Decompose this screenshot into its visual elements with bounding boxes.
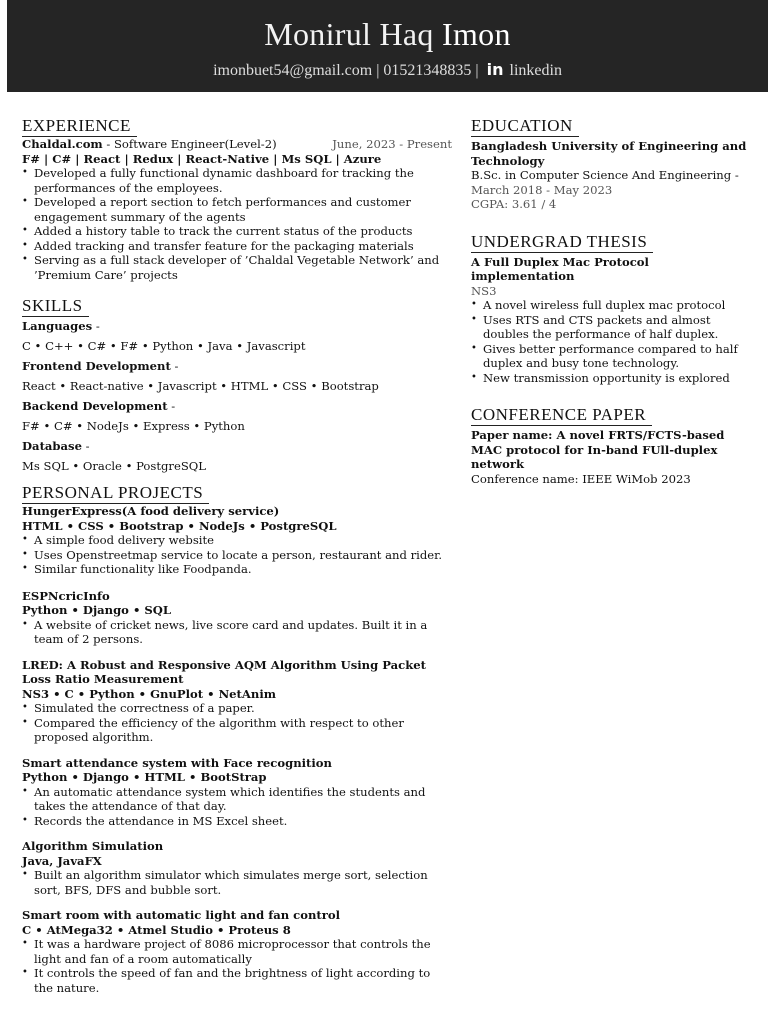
section-title-thesis: UNDERGRAD THESIS <box>471 232 653 253</box>
skill-group <box>22 399 452 433</box>
thesis-bullets <box>471 298 756 385</box>
contact-line <box>7 60 768 80</box>
list-item: • Compared the efficiency of the algorithm with respect to other proposed algorithm. <box>22 716 452 745</box>
separator: | <box>471 62 483 79</box>
resume-header <box>7 0 768 92</box>
skill-category-suffix: - <box>92 319 100 333</box>
candidate-name <box>7 16 768 53</box>
degree: B.Sc. in Computer Science And Engineering - <box>471 168 739 182</box>
list-item: • A simple food delivery website <box>22 533 452 548</box>
list-item: • Similar functionality like Foodpanda. <box>22 562 452 577</box>
list-item: • A novel wireless full duplex mac protocol <box>471 298 756 313</box>
job-dates: June, 2023 - Present <box>332 137 452 151</box>
cgpa: CGPA: 3.61 / 4 <box>471 197 557 211</box>
project-stack: HTML • CSS • Bootstrap • NodeJs • PostgreSQL <box>22 518 337 533</box>
skill-category: Frontend Development <box>22 359 171 373</box>
job-role: - Software Engineer(Level-2) <box>102 137 277 151</box>
projects-section <box>22 483 452 995</box>
project-stack: C • AtMega32 • Atmel Studio • Proteus 8 <box>22 922 291 937</box>
project-name: HungerExpress(A food delivery service) <box>22 504 280 518</box>
skill-group <box>22 319 452 353</box>
section-title-education: EDUCATION <box>471 116 579 137</box>
list-item: • Simulated the correctness of a paper. <box>22 701 452 716</box>
left-column <box>22 116 452 1009</box>
right-column <box>471 116 756 500</box>
linkedin-link[interactable]: linkedin <box>509 62 562 79</box>
list-item: • Uses RTS and CTS packets and almost doubles the performance of half duplex. <box>471 313 756 342</box>
job-header <box>22 137 452 152</box>
project-name: ESPNcricInfo <box>22 588 110 603</box>
section-title-conference: CONFERENCE PAPER <box>471 405 652 426</box>
list-item: • Added tracking and transfer feature for the packaging materials <box>22 239 452 254</box>
list-item: • Developed a fully functional dynamic dashboard for tracking the performances of the employees. <box>22 166 452 195</box>
conference-section <box>471 405 756 486</box>
project-name: Smart room with automatic light and fan control <box>22 908 341 922</box>
thesis-tool: NS3 <box>471 283 497 298</box>
list-item: • Records the attendance in MS Excel sheet. <box>22 814 452 829</box>
section-title-skills: SKILLS <box>22 296 89 317</box>
list-item: • A website of cricket news, live score card and updates. Built it in a team of 2 persons. <box>22 618 452 647</box>
project-bullets <box>22 868 452 897</box>
job-bullets <box>22 166 452 282</box>
separator: | <box>372 62 384 79</box>
skill-category: Languages <box>22 319 93 333</box>
project-bullets <box>22 701 452 745</box>
skill-items: C • C++ • C# • F# • Python • Java • Javascript <box>22 338 306 353</box>
skill-category-suffix: - <box>170 359 179 373</box>
thesis-section <box>471 232 756 386</box>
conference-name: Conference name: IEEE WiMob 2023 <box>471 471 691 486</box>
project-stack: Python • Django • HTML • BootStrap <box>22 770 267 784</box>
project-item <box>22 756 452 829</box>
experience-section <box>22 116 452 282</box>
education-section <box>471 116 756 212</box>
project-bullets <box>22 618 452 647</box>
section-title-projects: PERSONAL PROJECTS <box>22 483 209 504</box>
skill-items: Ms SQL • Oracle • PostgreSQL <box>22 458 206 473</box>
skill-group <box>22 439 452 473</box>
project-bullets <box>22 533 452 577</box>
education-dates: March 2018 - May 2023 <box>471 182 613 197</box>
skill-category: Backend Development <box>22 399 168 413</box>
list-item: • Added a history table to track the current status of the products <box>22 224 452 239</box>
project-item <box>22 658 452 745</box>
paper-name: Paper name: A novel FRTS/FCTS-based MAC protocol for In-band FUll-duplex network <box>471 428 725 471</box>
project-bullets <box>22 937 452 995</box>
project-item <box>22 589 452 647</box>
phone-number: 01521348835 <box>383 62 472 79</box>
section-title-experience: EXPERIENCE <box>22 116 137 137</box>
project-stack: Python • Django • SQL <box>22 603 172 617</box>
skills-section <box>22 296 452 473</box>
project-bullets <box>22 785 452 829</box>
skill-items: F# • C# • NodeJs • Express • Python <box>22 418 245 433</box>
project-name: Smart attendance system with Face recognition <box>22 755 332 770</box>
list-item: • It was a hardware project of 8086 microprocessor that controls the light and fan of a room automatically <box>22 937 452 966</box>
project-item <box>22 908 452 995</box>
company-name: Chaldal.com <box>22 137 103 151</box>
skill-category-suffix: - <box>167 399 176 413</box>
skill-group <box>22 359 452 393</box>
project-name: LRED: A Robust and Responsive AQM Algorithm Using Packet Loss Ratio Measurement <box>22 657 426 686</box>
list-item: • Built an algorithm simulator which simulates merge sort, selection sort, BFS, DFS and bubble sort. <box>22 868 452 897</box>
skill-items: React • React-native • Javascript • HTML • CSS • Bootstrap <box>22 378 379 393</box>
project-item <box>22 839 452 897</box>
candidate-last-name: Imon <box>442 16 511 52</box>
project-stack: NS3 • C • Python • GnuPlot • NetAnim <box>22 686 276 701</box>
project-item <box>22 504 452 577</box>
list-item: • New transmission opportunity is explored <box>471 371 756 386</box>
project-stack: Java, JavaFX <box>22 853 102 868</box>
list-item: • Serving as a full stack developer of ’Chaldal Vegetable Network’ and ’Premium Care’ projects <box>22 253 452 282</box>
thesis-name: A Full Duplex Mac Protocol implementation <box>471 254 649 283</box>
list-item: • Gives better performance compared to half duplex and busy tone technology. <box>471 342 756 371</box>
list-item: • It controls the speed of fan and the brightness of light according to the nature. <box>22 966 452 995</box>
list-item: • Developed a report section to fetch performances and customer engagement summary of the agents <box>22 195 452 224</box>
email-link[interactable]: imonbuet54@gmail.com <box>213 62 373 79</box>
skill-category: Database <box>22 439 82 453</box>
project-name: Algorithm Simulation <box>22 839 164 853</box>
list-item: • Uses Openstreetmap service to locate a person, restaurant and rider. <box>22 548 452 563</box>
linkedin-icon[interactable]: in <box>486 60 504 79</box>
skill-category-suffix: - <box>81 439 90 453</box>
job-stack: F# | C# | React | Redux | React-Native | Ms SQL | Azure <box>22 151 382 166</box>
list-item: • An automatic attendance system which identifies the students and takes the attendance of that day. <box>22 785 452 814</box>
candidate-first-names: Monirul Haq <box>264 16 443 52</box>
institution-name: Bangladesh University of Engineering and Technology <box>471 139 747 168</box>
